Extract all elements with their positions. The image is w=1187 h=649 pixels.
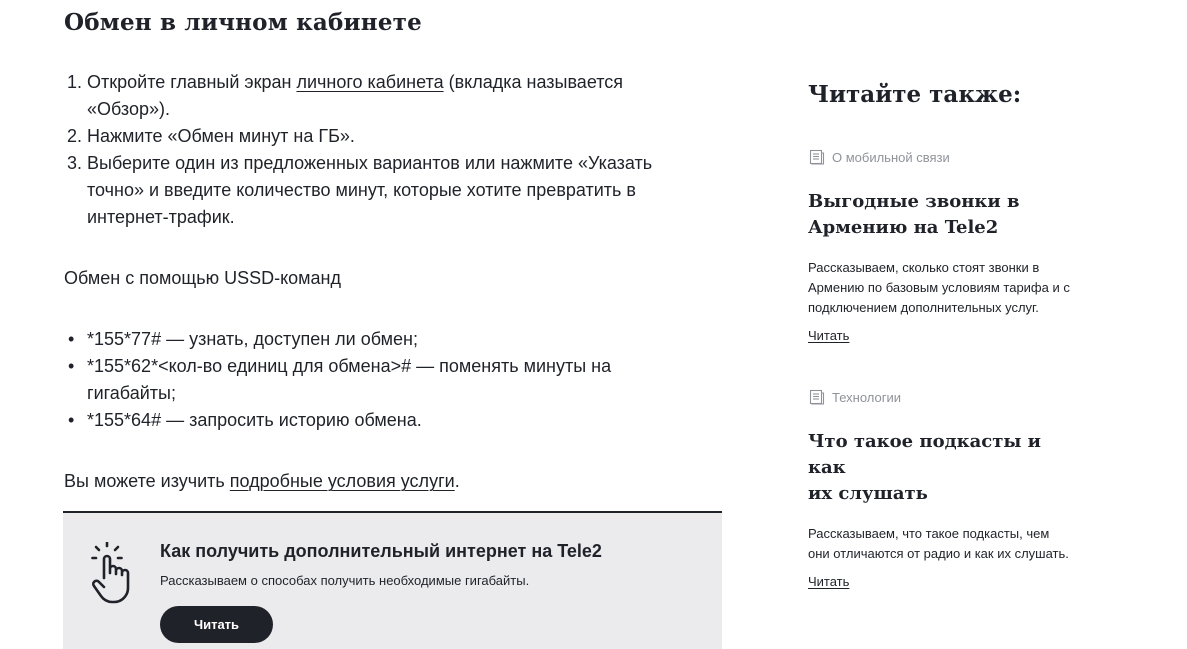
command-text: *155*77# — узнать, доступен ли обмен; xyxy=(87,329,418,349)
list-item xyxy=(64,150,704,231)
article-title-line[interactable]: Армению на Tele2 xyxy=(808,217,999,238)
article-description: Рассказываем, сколько стоят звонки в Армению по базовым условиям тарифа и с подключением дополнительных услуг. xyxy=(808,260,1070,315)
article-read-link[interactable]: Читать xyxy=(808,328,850,343)
article-title-line[interactable]: Выгодные звонки в xyxy=(808,191,1020,212)
command-text: *155*62*<кол-во единиц для обмена># — поменять минуты на xyxy=(87,356,612,376)
list-item xyxy=(64,123,704,150)
service-terms-link[interactable]: подробные условия услуги xyxy=(229,471,455,491)
step-text: «Обзор»). xyxy=(87,99,171,119)
article-title-line[interactable]: Что такое подкасты и как xyxy=(808,431,1042,478)
step-text: точно» и введите количество минут, которые хотите превратить в xyxy=(87,180,636,200)
steps-list xyxy=(64,69,704,231)
category-label: Технологии xyxy=(832,389,902,405)
account-link[interactable]: личного кабинета xyxy=(296,72,444,92)
article-icon xyxy=(808,149,825,165)
step-text: Откройте главный экран xyxy=(87,72,297,92)
command-text: гигабайты; xyxy=(87,383,176,403)
promo-read-button[interactable]: Читать xyxy=(160,606,273,643)
article-read-link[interactable]: Читать xyxy=(808,574,850,589)
related-article-card xyxy=(808,148,1078,345)
promo-banner xyxy=(63,511,722,649)
step-number: 3. xyxy=(67,153,83,173)
more-info-prefix: Вы можете изучить xyxy=(64,471,230,491)
article-title[interactable] xyxy=(808,429,1078,507)
article-category xyxy=(808,388,1078,406)
ussd-commands-list xyxy=(64,326,704,434)
list-item xyxy=(64,69,704,123)
related-article-card xyxy=(808,388,1078,591)
promo-text: Рассказываем о способах получить необходимые гигабайты. xyxy=(160,573,530,588)
article-category xyxy=(808,148,1078,166)
more-info-suffix: . xyxy=(454,471,460,491)
more-info-text xyxy=(64,468,460,495)
article-title-line[interactable]: их слушать xyxy=(808,483,928,504)
page-heading: Обмен в личном кабинете xyxy=(64,9,422,36)
hand-tap-icon xyxy=(91,542,133,604)
article-title[interactable] xyxy=(808,189,1078,241)
related-heading: Читайте также: xyxy=(808,81,1022,108)
step-text: (вкладка называется xyxy=(443,72,624,92)
article-description: Рассказываем, что такое подкасты, чем они отличаются от радио и как их слушать. xyxy=(808,526,1069,561)
step-text: Нажмите «Обмен минут на ГБ». xyxy=(87,126,355,146)
list-item xyxy=(64,353,704,407)
step-text: Выберите один из предложенных вариантов или нажмите «Указать xyxy=(87,153,653,173)
list-item xyxy=(64,326,704,353)
step-number: 1. xyxy=(67,72,83,92)
list-item xyxy=(64,407,704,434)
command-text: *155*64# — запросить историю обмена. xyxy=(87,410,422,430)
bullet: • xyxy=(68,329,75,349)
article-icon xyxy=(808,389,825,405)
bullet: • xyxy=(68,410,75,430)
promo-title: Как получить дополнительный интернет на Tele2 xyxy=(160,541,602,561)
ussd-subheading: Обмен с помощью USSD-команд xyxy=(64,268,341,288)
category-label: О мобильной связи xyxy=(832,149,950,165)
step-number: 2. xyxy=(67,126,83,146)
bullet: • xyxy=(68,356,75,376)
step-text: интернет-трафик. xyxy=(87,207,235,227)
